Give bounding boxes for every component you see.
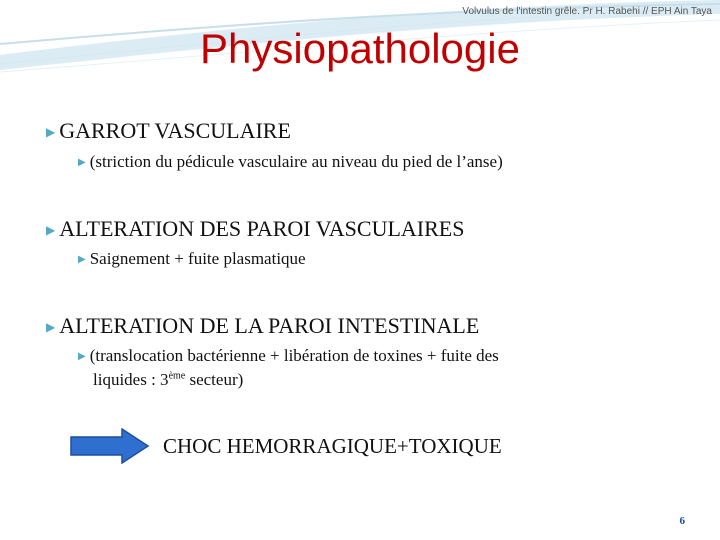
bullet-text: GARROT VASCULAIRE [59, 118, 291, 143]
sub-bullet-striction [78, 152, 503, 172]
bullet-text: ALTERATION DES PAROI VASCULAIRES [59, 216, 465, 241]
bullet-alteration-vasculaire [46, 216, 464, 242]
sub-bullet-text: (translocation bactérienne + libération de toxines + fuite des [89, 346, 499, 365]
continuation-superscript: ème [168, 370, 186, 382]
right-arrow-icon [70, 428, 150, 464]
bullet-marker-icon: ▶ [46, 125, 56, 139]
bullet-marker-icon: ▶ [78, 254, 86, 265]
continuation-prefix: liquides : 3 [93, 370, 169, 389]
bullet-marker-icon: ▶ [46, 320, 56, 334]
bullet-alteration-intestinale [46, 313, 479, 339]
header-note: Volvulus de l'intestin grêle. Pr H. Rabehi // EPH Ain Taya [462, 6, 712, 17]
sub-bullet-saignement [78, 249, 306, 269]
sub-bullet-translocation [78, 346, 499, 366]
bullet-marker-icon: ▶ [46, 223, 56, 237]
continuation-suffix: secteur) [185, 370, 244, 389]
sub-bullet-continuation [93, 370, 243, 390]
page-number: 6 [679, 515, 685, 527]
sub-bullet-text: Saignement + fuite plasmatique [89, 249, 306, 268]
sub-bullet-text: (striction du pédicule vasculaire au niveau du pied de l’anse) [89, 152, 503, 171]
bullet-text: ALTERATION DE LA PAROI INTESTINALE [59, 313, 480, 338]
bullet-garrot [46, 118, 291, 144]
conclusion-text: CHOC HEMORRAGIQUE+TOXIQUE [163, 434, 502, 458]
bullet-marker-icon: ▶ [78, 157, 86, 168]
bullet-marker-icon: ▶ [78, 351, 86, 362]
slide-title: Physiopathologie [200, 25, 520, 72]
